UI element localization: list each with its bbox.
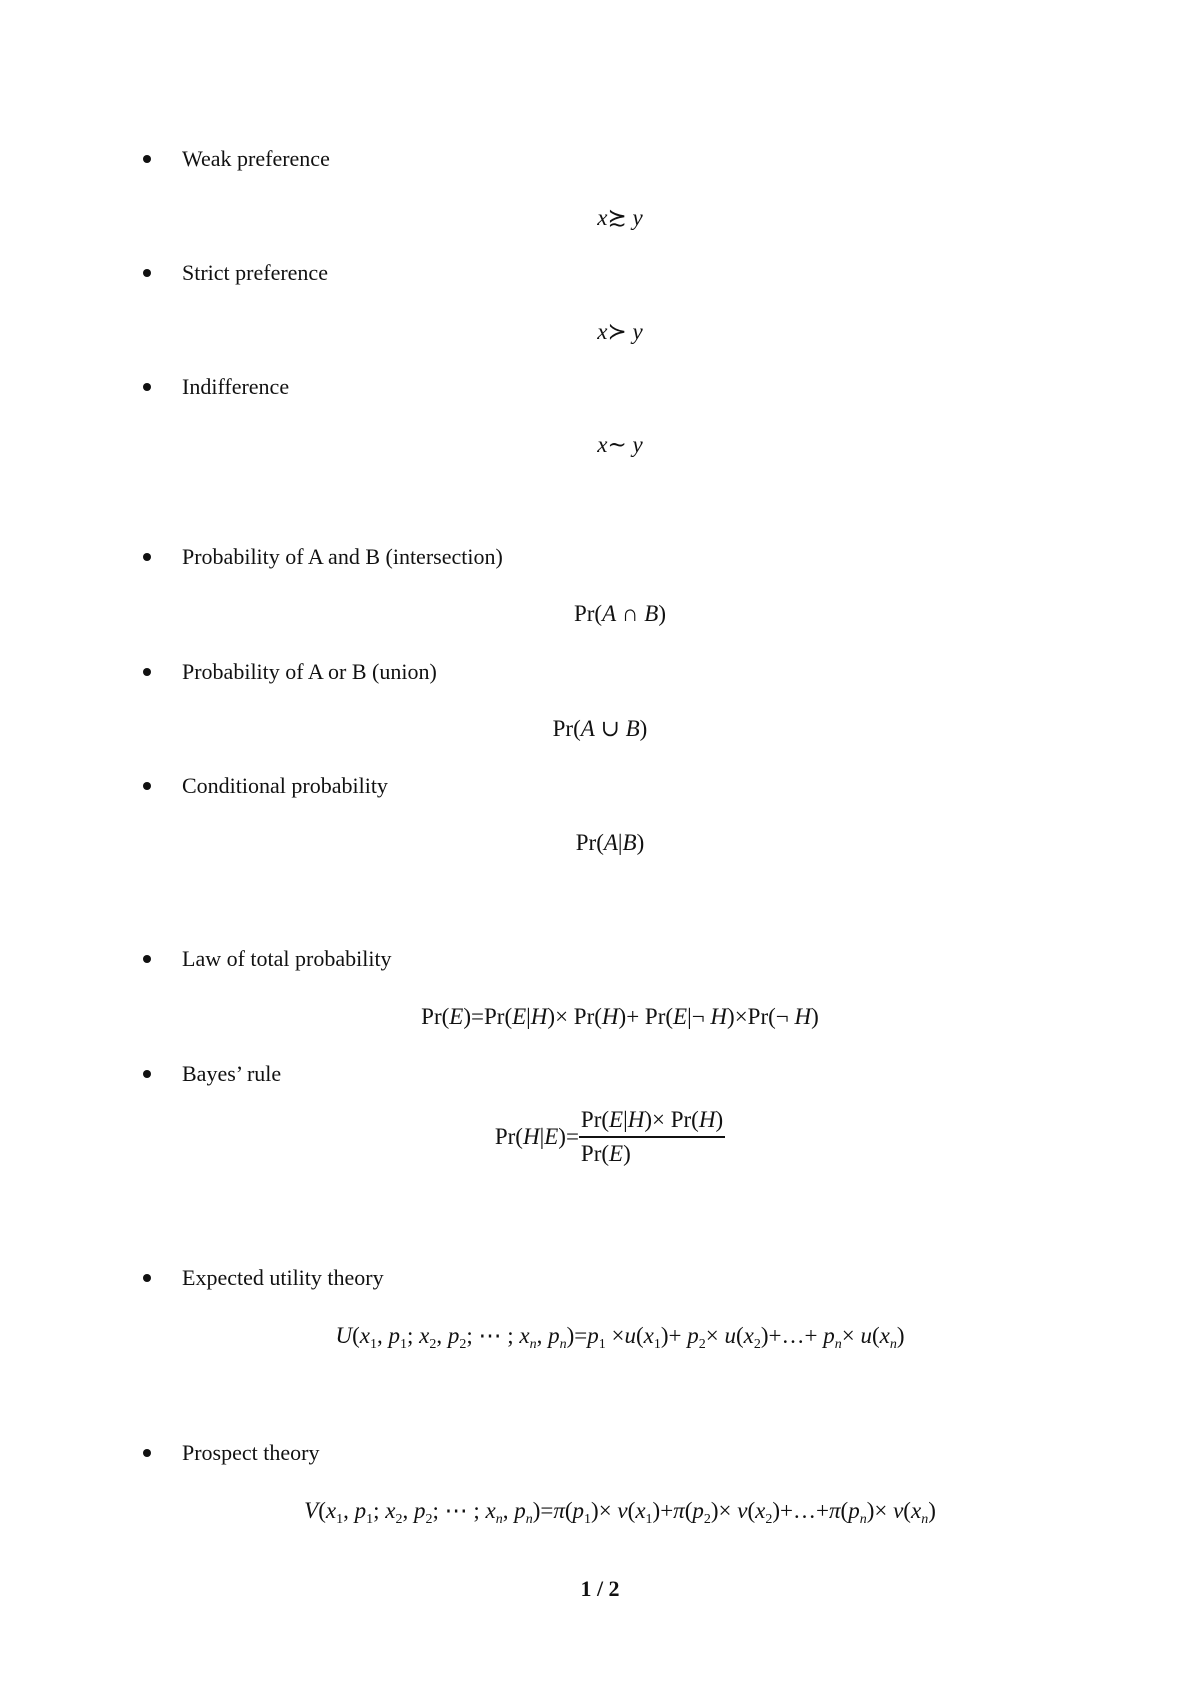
- item-label: Bayes’ rule: [182, 1061, 282, 1086]
- item-label: Probability of A and B (intersection): [182, 544, 503, 569]
- list-item: [0, 942, 1200, 976]
- item-label: Law of total probability: [182, 946, 392, 971]
- equation-prospect-theory: $V(x_1$, $p_1$; $x_2$, $p_2$; ⋯ ; $x_n$, $p_n)=\pi(p_1)\times v(x_1)+\pi(p_2)\times$ $v(x_2)+\dots+\pi(p_n)\times v(x_n)$: [304, 1498, 936, 1527]
- bullet-icon: [143, 155, 151, 163]
- list-item: [0, 540, 1200, 574]
- equation-weak-preference: x≿ y: [597, 205, 643, 230]
- item-label: Probability of A or B (union): [182, 659, 437, 684]
- equation-strict-preference: x≻ y: [597, 319, 643, 344]
- item-label: Strict preference: [182, 260, 328, 285]
- list-item: [0, 655, 1200, 689]
- list-item: [0, 1436, 1200, 1470]
- bullet-icon: [143, 383, 151, 391]
- bullet-icon: [143, 782, 151, 790]
- list-item: [0, 142, 1200, 176]
- bullet-icon: [143, 269, 151, 277]
- list-item: [0, 1261, 1200, 1295]
- item-label: Prospect theory: [182, 1440, 320, 1465]
- equation-intersection: Pr(A ∩ B): [573, 601, 667, 626]
- equation-indifference: x∼ y: [597, 432, 643, 457]
- bullet-icon: [143, 553, 151, 561]
- fraction: $\frac{Pr(E|H)\times Pr(H)}{Pr(E)}$: [579, 1104, 725, 1170]
- equation-union: Pr(A ∪ B): [552, 716, 648, 741]
- list-item: [0, 370, 1200, 404]
- item-label: Indifference: [182, 374, 290, 399]
- equation-total-probability: Pr(E)=Pr(E|H)× Pr(H)+ Pr(E|¬ H)×Pr(¬ H): [421, 1004, 819, 1029]
- bullet-icon: [143, 668, 151, 676]
- list-item: [0, 769, 1200, 803]
- list-item: [0, 1057, 1200, 1091]
- list-item: [0, 256, 1200, 290]
- equation-conditional: Pr(A|B): [575, 830, 645, 855]
- item-label: Expected utility theory: [182, 1265, 384, 1290]
- equation-bayes: Pr(H|E)= $\frac{Pr(E|H)\times Pr(H)}{Pr(E)}$: [0, 1104, 1200, 1180]
- equation-expected-utility: $U(x_1$, $p_1$; $x_2$, $p_2$; ⋯ ; $x_n$, $p_n)=p_1 \times u(x_1)+ p_2\times$ $u(x_2)+\dots+ p_n\times u(x_n)$: [335, 1323, 905, 1352]
- item-label: Weak preference: [182, 146, 330, 171]
- page-number: 1 / 2: [580, 1576, 620, 1601]
- bullet-icon: [143, 1274, 151, 1282]
- item-label: Conditional probability: [182, 773, 388, 798]
- bullet-icon: [143, 1449, 151, 1457]
- bullet-icon: [143, 955, 151, 963]
- bullet-icon: [143, 1070, 151, 1078]
